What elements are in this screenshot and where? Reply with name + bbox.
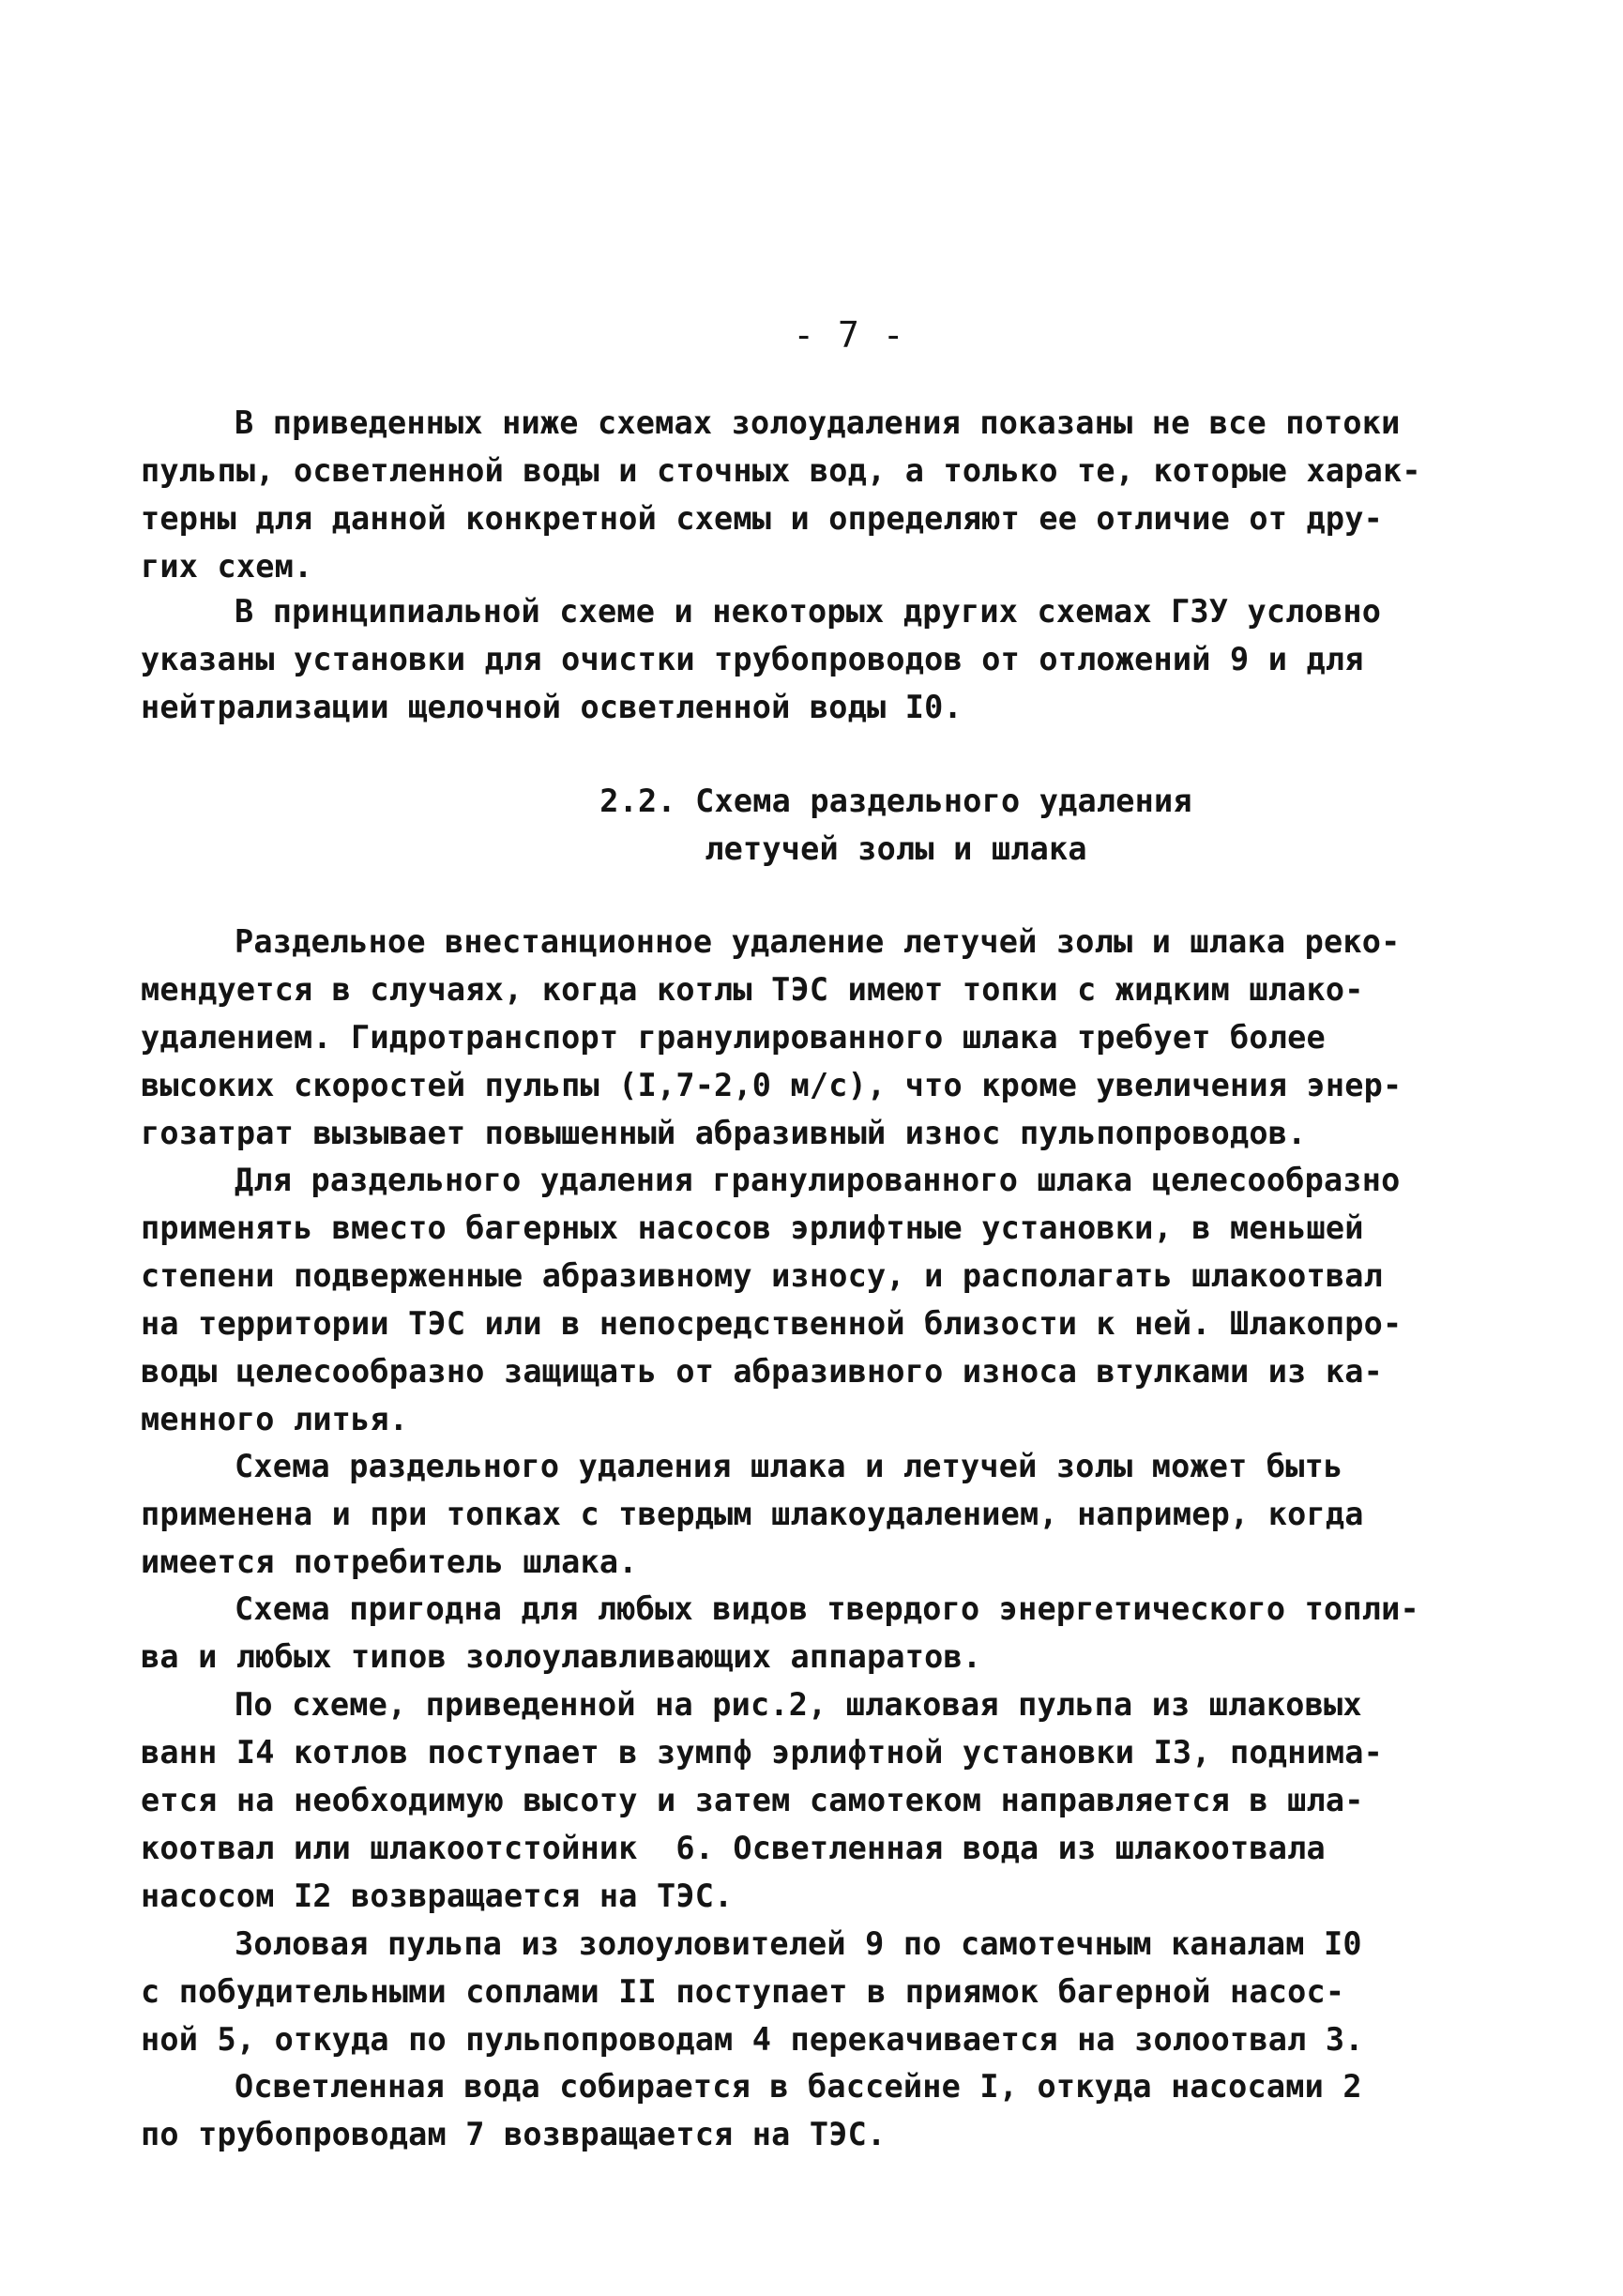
paragraph-intro-flows bbox=[141, 399, 1482, 590]
paragraph-line: по трубопроводам 7 возвращается на ТЭС. bbox=[141, 2116, 887, 2152]
paragraph-line: на территории ТЭС или в непосредственной близости к ней. Шлакопро- bbox=[141, 1305, 1403, 1342]
paragraph-line: ванн I4 котлов поступает в зумпф эрлифтной установки I3, поднима- bbox=[141, 1734, 1383, 1771]
paragraph-line: степени подверженные абразивному износу, и располагать шлакоотвал bbox=[141, 1257, 1383, 1294]
paragraph-line: нейтрализации щелочной осветленной воды I0. bbox=[141, 689, 963, 725]
paragraph-line: В принципиальной схеме и некоторых других схемах ГЗУ условно bbox=[235, 593, 1382, 630]
section-heading bbox=[84, 777, 1623, 873]
paragraph-airlift bbox=[141, 1156, 1482, 1443]
paragraph-line: Раздельное внестанционное удаление летучей золы и шлака реко- bbox=[235, 923, 1401, 960]
paragraph-line: Осветленная вода собирается в бассейне I, откуда насосами 2 bbox=[235, 2068, 1362, 2105]
section-heading-line-2: летучей золы и шлака bbox=[705, 830, 1087, 867]
paragraph-line: Для раздельного удаления гранулированного шлака целесообразно bbox=[235, 1162, 1401, 1198]
paragraph-line: ва и любых типов золоулавливающих аппаратов. bbox=[141, 1638, 982, 1675]
paragraph-line: В приведенных ниже схемах золоудаления показаны не все потоки bbox=[235, 404, 1401, 441]
paragraph-line: Схема раздельного удаления шлака и летучей золы может быть bbox=[235, 1448, 1343, 1484]
section-heading-line-1: 2.2. Схема раздельного удаления bbox=[599, 783, 1192, 819]
paragraph-line: высоких скоростей пульпы (I,7-2,0 м/с), что кроме увеличения энер- bbox=[141, 1067, 1403, 1103]
paragraph-line: удалением. Гидротранспорт гранулированного шлака требует более bbox=[141, 1019, 1326, 1056]
paragraph-line: По схеме, приведенной на рис.2, шлаковая пульпа из шлаковых bbox=[235, 1686, 1362, 1723]
paragraph-line: указаны установки для очистки трубопроводов от отложений 9 и для bbox=[141, 641, 1364, 677]
paragraph-solid-slag bbox=[141, 1442, 1482, 1586]
paragraph-line: гозатрат вызывает повышенный абразивный износ пульпопроводов. bbox=[141, 1115, 1307, 1151]
paragraph-line: насосом I2 возвращается на ТЭС. bbox=[141, 1878, 734, 1914]
paragraph-line: ется на необходимую высоту и затем самотеком направляется в шла- bbox=[141, 1782, 1364, 1818]
paragraph-intro-cleaning bbox=[141, 587, 1482, 731]
paragraph-line: мендуется в случаях, когда котлы ТЭС имеют топки с жидким шлако- bbox=[141, 971, 1364, 1008]
paragraph-line: ной 5, откуда по пульпопроводам 4 перекачивается на золоотвал 3. bbox=[141, 2021, 1364, 2058]
paragraph-line: с побудительными соплами II поступает в приямок багерной насос- bbox=[141, 1973, 1345, 2010]
paragraph-line: воды целесообразно защищать от абразивного износа втулками из ка- bbox=[141, 1353, 1383, 1390]
paragraph-line: Золовая пульпа из золоуловителей 9 по самотечным каналам I0 bbox=[235, 1925, 1362, 1962]
paragraph-line: применять вместо багерных насосов эрлифтные установки, в меньшей bbox=[141, 1209, 1364, 1246]
paragraph-scheme-fig2 bbox=[141, 1680, 1482, 1920]
paragraph-fuel-types bbox=[141, 1585, 1482, 1680]
page-number: - 7 - bbox=[793, 314, 905, 356]
paragraph-ash-pulp bbox=[141, 1920, 1482, 2063]
paragraph-line: менного литья. bbox=[141, 1401, 409, 1437]
paragraph-line: гих схем. bbox=[141, 548, 313, 585]
paragraph-line: применена и при топках с твердым шлакоудалением, например, когда bbox=[141, 1496, 1364, 1532]
paragraph-line: имеется потребитель шлака. bbox=[141, 1543, 638, 1580]
paragraph-separate-removal bbox=[141, 918, 1482, 1157]
paragraph-line: коотвал или шлакоотстойник 6. Осветленная вода из шлакоотвала bbox=[141, 1830, 1326, 1866]
paragraph-line: Схема пригодна для любых видов твердого энергетического топли- bbox=[235, 1590, 1419, 1627]
paragraph-clarified-water bbox=[141, 2062, 1482, 2158]
paragraph-line: пульпы, осветленной воды и сточных вод, а только те, которые харак- bbox=[141, 452, 1421, 489]
paragraph-line: терны для данной конкретной схемы и определяют ее отличие от дру- bbox=[141, 500, 1383, 537]
